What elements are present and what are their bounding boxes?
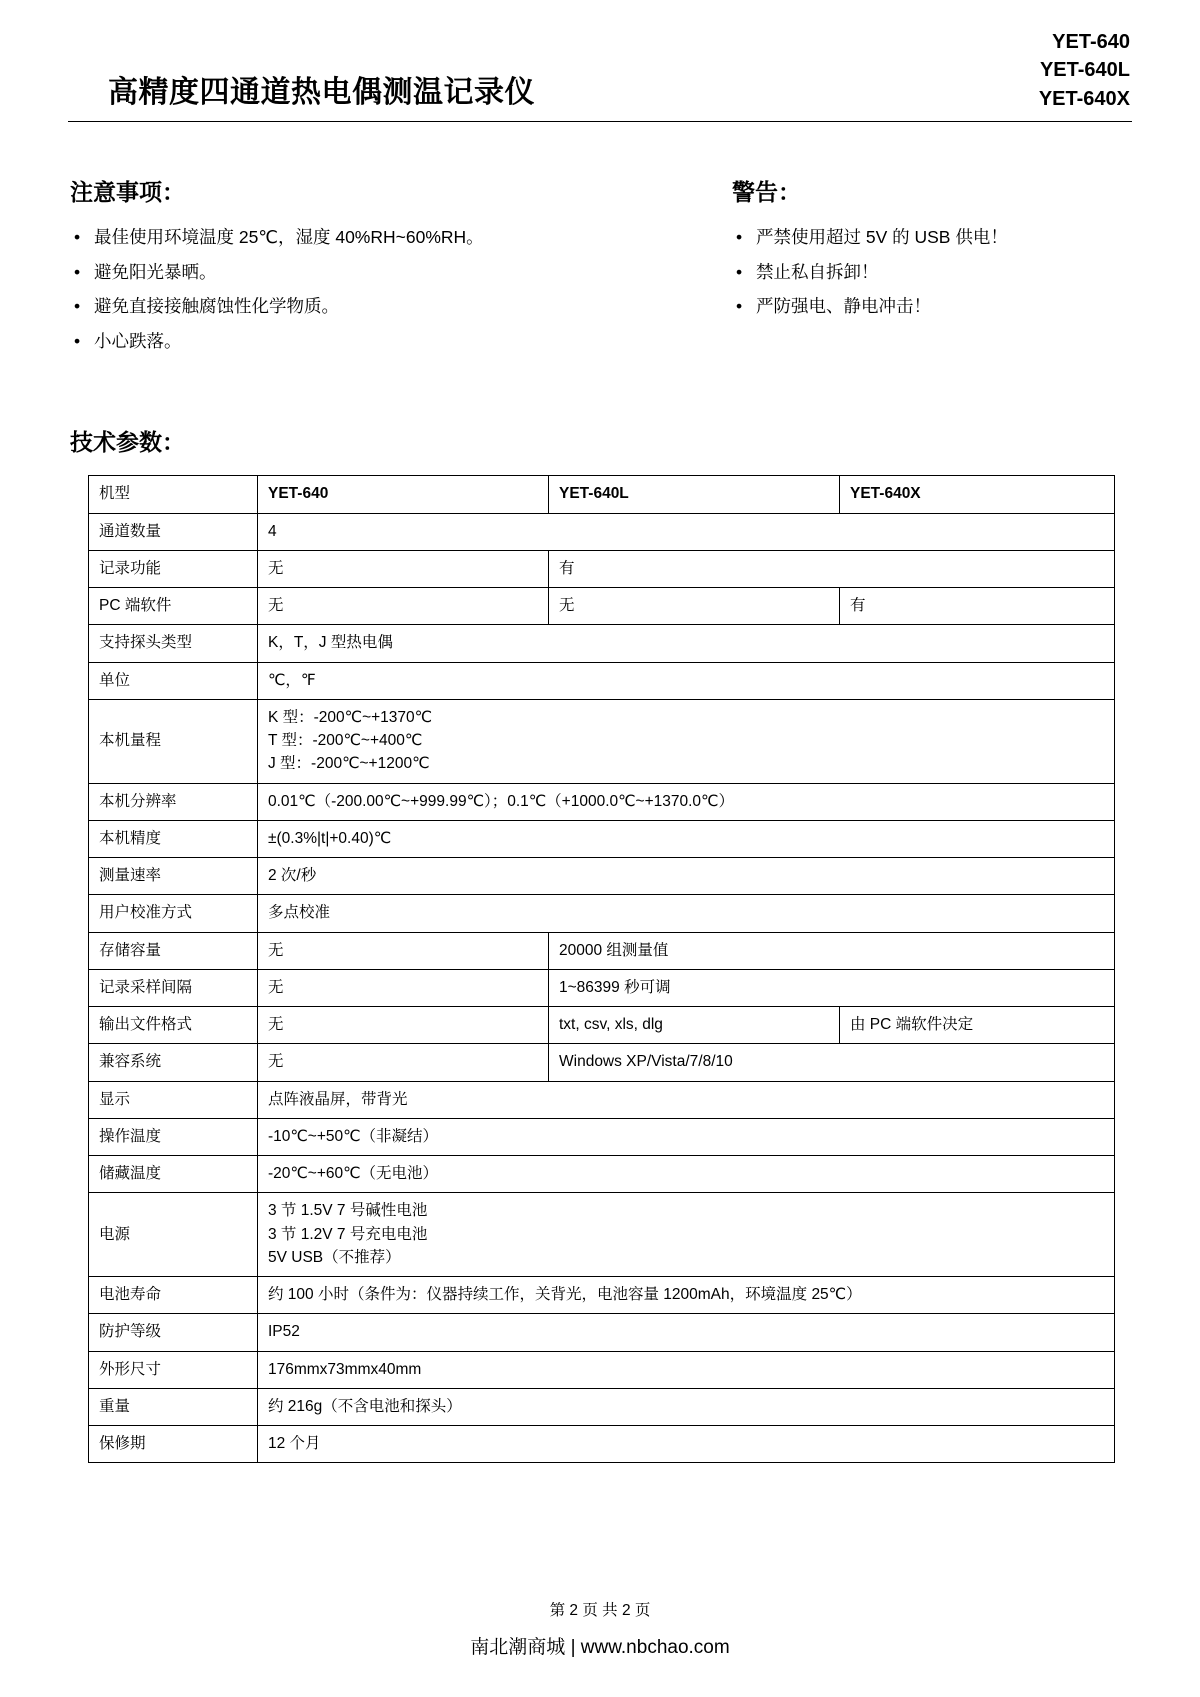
specifications-table bbox=[88, 475, 1115, 1463]
list-item bbox=[70, 328, 710, 355]
table-cell-value: 1~86399 秒可调 bbox=[549, 969, 1115, 1006]
table-cell-value: 无 bbox=[258, 969, 549, 1006]
table-cell-value: 有 bbox=[840, 588, 1115, 625]
page-number: 第 2 页 共 2 页 bbox=[549, 1602, 651, 1619]
table-row-label: 本机精度 bbox=[89, 820, 258, 857]
table-row-label: 通道数量 bbox=[89, 513, 258, 550]
table-row-label: 电池寿命 bbox=[89, 1277, 258, 1314]
table-cell-value: 176mmx73mmx40mm bbox=[258, 1351, 1115, 1388]
bullet-icon: • bbox=[736, 296, 743, 317]
model-number: YET-640L bbox=[1039, 59, 1130, 82]
table-cell-value: 点阵液晶屏，带背光 bbox=[258, 1081, 1115, 1118]
table-row bbox=[89, 1314, 1115, 1351]
bullet-icon: • bbox=[74, 330, 81, 351]
table-cell-value: YET-640L bbox=[549, 476, 840, 513]
bullet-icon: • bbox=[736, 227, 743, 248]
table-row-label: 机型 bbox=[89, 476, 258, 513]
table-cell-value: 无 bbox=[549, 588, 840, 625]
table-cell-line: 3 节 1.5V 7 号碱性电池 bbox=[268, 1202, 428, 1220]
table-cell-line: 5V USB（不推荐） bbox=[268, 1248, 401, 1266]
table-row bbox=[89, 783, 1115, 820]
table-row-label: 储藏温度 bbox=[89, 1156, 258, 1193]
table-cell-value: ±(0.3%|t|+0.40)℃ bbox=[258, 820, 1115, 857]
table-row-label: 保修期 bbox=[89, 1426, 258, 1463]
table-row bbox=[89, 625, 1115, 662]
table-row-label: 重量 bbox=[89, 1388, 258, 1425]
table-row-label: 电源 bbox=[89, 1193, 258, 1277]
table-cell-value: 多点校准 bbox=[258, 895, 1115, 932]
list-item bbox=[70, 293, 710, 320]
table-row bbox=[89, 662, 1115, 699]
table-row-label: 存储容量 bbox=[89, 932, 258, 969]
warnings-heading: 警告： bbox=[732, 179, 801, 206]
list-item-text: 禁止私自拆卸！ bbox=[756, 261, 879, 282]
bullet-icon: • bbox=[736, 261, 743, 282]
table-row-label: 防护等级 bbox=[89, 1314, 258, 1351]
table-cell-value: 0.01℃（-200.00℃~+999.99℃）；0.1℃（+1000.0℃~+1370.0℃） bbox=[258, 783, 1115, 820]
table-row bbox=[89, 1044, 1115, 1081]
model-number-list bbox=[1039, 28, 1132, 113]
table-cell-value bbox=[258, 1193, 1115, 1277]
list-item-text: 小心跌落。 bbox=[94, 330, 182, 351]
table-row bbox=[89, 1007, 1115, 1044]
table-row-label: PC 端软件 bbox=[89, 588, 258, 625]
table-row bbox=[89, 932, 1115, 969]
bullet-icon: • bbox=[74, 296, 81, 317]
table-row bbox=[89, 1426, 1115, 1463]
table-cell-value: 无 bbox=[258, 1044, 549, 1081]
table-cell-value: 20000 组测量值 bbox=[549, 932, 1115, 969]
table-row-label: 输出文件格式 bbox=[89, 1007, 258, 1044]
notes-heading: 注意事项： bbox=[70, 179, 185, 206]
table-row bbox=[89, 588, 1115, 625]
table-row-label: 记录功能 bbox=[89, 550, 258, 587]
table-cell-value: YET-640X bbox=[840, 476, 1115, 513]
table-row bbox=[89, 969, 1115, 1006]
warnings-list bbox=[732, 224, 1132, 320]
list-item bbox=[70, 224, 710, 251]
table-cell-value: YET-640 bbox=[258, 476, 549, 513]
table-row bbox=[89, 1118, 1115, 1155]
table-row bbox=[89, 1351, 1115, 1388]
specs-heading: 技术参数： bbox=[70, 429, 185, 456]
table-cell-value: 无 bbox=[258, 1007, 549, 1044]
table-row-label: 支持探头类型 bbox=[89, 625, 258, 662]
table-row-label: 本机分辨率 bbox=[89, 783, 258, 820]
notes-column bbox=[70, 178, 710, 362]
table-cell-line: T 型：-200℃~+400℃ bbox=[268, 732, 423, 750]
list-item bbox=[732, 224, 1132, 251]
table-cell-value: IP52 bbox=[258, 1314, 1115, 1351]
list-item-text: 避免直接接触腐蚀性化学物质。 bbox=[94, 296, 339, 317]
table-row-label: 操作温度 bbox=[89, 1118, 258, 1155]
header-divider bbox=[68, 121, 1132, 122]
table-cell-value: Windows XP/Vista/7/8/10 bbox=[549, 1044, 1115, 1081]
table-cell-value: txt, csv, xls, dlg bbox=[549, 1007, 840, 1044]
bullet-icon: • bbox=[74, 261, 81, 282]
table-cell-value: K，T，J 型热电偶 bbox=[258, 625, 1115, 662]
table-row bbox=[89, 550, 1115, 587]
table-row bbox=[89, 820, 1115, 857]
list-item-text: 最佳使用环境温度 25℃，湿度 40%RH~60%RH。 bbox=[94, 227, 484, 248]
bullet-icon: • bbox=[74, 227, 81, 248]
table-cell-value: 约 216g（不含电池和探头） bbox=[258, 1388, 1115, 1425]
table-row-label: 记录采样间隔 bbox=[89, 969, 258, 1006]
table-cell-value: 由 PC 端软件决定 bbox=[840, 1007, 1115, 1044]
notes-list bbox=[70, 224, 710, 354]
table-row-label: 测量速率 bbox=[89, 858, 258, 895]
table-cell-value: 约 100 小时（条件为：仪器持续工作，关背光，电池容量 1200mAh，环境温度 25℃） bbox=[258, 1277, 1115, 1314]
table-row bbox=[89, 1388, 1115, 1425]
table-cell-value: 无 bbox=[258, 550, 549, 587]
table-cell-line: J 型：-200℃~+1200℃ bbox=[268, 755, 430, 773]
table-cell-value: 2 次/秒 bbox=[258, 858, 1115, 895]
table-row bbox=[89, 1193, 1115, 1277]
table-row bbox=[89, 1277, 1115, 1314]
list-item-text: 避免阳光暴晒。 bbox=[94, 261, 217, 282]
list-item-text: 严防强电、静电冲击！ bbox=[756, 296, 931, 317]
table-cell-value: 无 bbox=[258, 588, 549, 625]
table-cell-value: 无 bbox=[258, 932, 549, 969]
table-cell-value: ℃，℉ bbox=[258, 662, 1115, 699]
table-row bbox=[89, 699, 1115, 783]
document-footer bbox=[0, 1598, 1200, 1659]
table-row-label: 显示 bbox=[89, 1081, 258, 1118]
table-row bbox=[89, 895, 1115, 932]
table-cell-line: 3 节 1.2V 7 号充电电池 bbox=[268, 1225, 428, 1243]
table-cell-value: 有 bbox=[549, 550, 1115, 587]
site-credit: 南北潮商城 | www.nbchao.com bbox=[470, 1637, 730, 1658]
table-row bbox=[89, 513, 1115, 550]
table-cell-value: 4 bbox=[258, 513, 1115, 550]
table-cell-value bbox=[258, 699, 1115, 783]
table-cell-value: 12 个月 bbox=[258, 1426, 1115, 1463]
table-row-label: 本机量程 bbox=[89, 699, 258, 783]
list-item bbox=[70, 259, 710, 286]
list-item-text: 严禁使用超过 5V 的 USB 供电！ bbox=[756, 227, 1008, 248]
table-row-label: 兼容系统 bbox=[89, 1044, 258, 1081]
table-cell-value: -20℃~+60℃（无电池） bbox=[258, 1156, 1115, 1193]
table-row-label: 外形尺寸 bbox=[89, 1351, 258, 1388]
page-title: 高精度四通道热电偶测温记录仪 bbox=[108, 75, 535, 109]
table-row bbox=[89, 1081, 1115, 1118]
model-number: YET-640 bbox=[1052, 31, 1130, 53]
table-row-label: 用户校准方式 bbox=[89, 895, 258, 932]
list-item bbox=[732, 293, 1132, 320]
table-row bbox=[89, 476, 1115, 513]
table-cell-line: K 型：-200℃~+1370℃ bbox=[268, 708, 433, 726]
table-row-label: 单位 bbox=[89, 662, 258, 699]
table-row bbox=[89, 1156, 1115, 1193]
warnings-column bbox=[710, 178, 1132, 362]
notes-warnings-section bbox=[68, 178, 1132, 362]
table-row bbox=[89, 858, 1115, 895]
table-cell-value: -10℃~+50℃（非凝结） bbox=[258, 1118, 1115, 1155]
document-header bbox=[68, 0, 1132, 121]
list-item bbox=[732, 259, 1132, 286]
model-number: YET-640X bbox=[1038, 87, 1130, 110]
